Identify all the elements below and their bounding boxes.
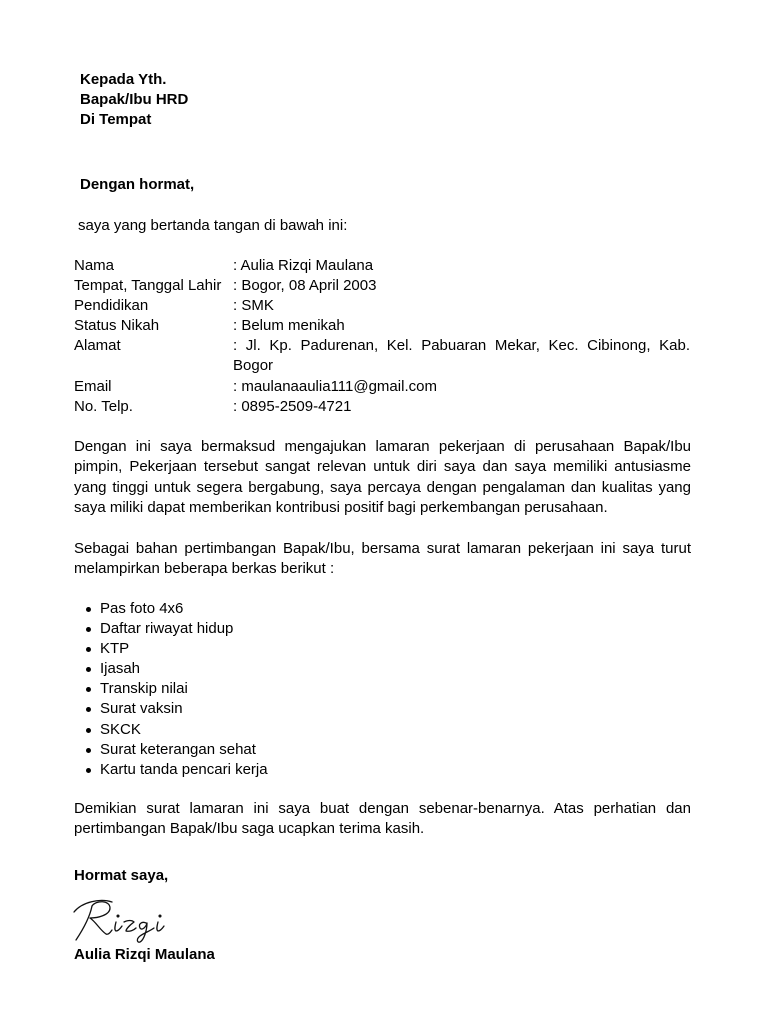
list-item	[74, 699, 268, 719]
address-label: Alamat	[74, 337, 121, 354]
bullet-icon	[86, 687, 91, 692]
email-label: Email	[74, 378, 112, 395]
list-item-label: KTP	[100, 640, 130, 658]
list-item-label: Kartu tanda pencari kerja	[100, 760, 268, 778]
list-item-label: SKCK	[100, 720, 141, 738]
list-item-label: Surat keterangan sehat	[100, 740, 256, 758]
list-item	[74, 639, 268, 659]
birth-value: : Bogor, 08 April 2003	[233, 277, 377, 294]
birth-label: Tempat, Tanggal Lahir	[74, 277, 222, 294]
list-item-label: Ijasah	[100, 660, 141, 678]
list-item	[74, 720, 268, 740]
list-item	[74, 599, 268, 619]
signer-name: Aulia Rizqi Maulana	[74, 946, 215, 963]
paragraph-attachments: Sebagai bahan pertimbangan Bapak/Ibu, bersama surat lamaran pekerjaan ini saya turut melampirkan beberapa berkas berikut :	[74, 540, 691, 578]
bullet-icon	[86, 748, 91, 753]
bullet-icon	[86, 627, 91, 632]
bullet-icon	[86, 667, 91, 672]
education-label: Pendidikan	[74, 297, 149, 314]
paragraph-closing: Demikian surat lamaran ini saya buat dengan sebenar-benarnya. Atas perhatian dan pertimbangan Bapak/Ibu saga ucapkan terima kasih.	[74, 800, 691, 838]
recipient-line-2: Bapak/Ibu HRD	[80, 91, 189, 108]
list-item	[74, 740, 268, 760]
email-value: : maulanaaulia111@gmail.com	[233, 378, 437, 395]
list-item	[74, 760, 268, 780]
phone-value: : 0895-2509-4721	[233, 398, 352, 415]
list-item-label: Pas foto 4x6	[100, 600, 184, 617]
name-value: : Aulia Rizqi Maulana	[233, 257, 374, 274]
name-label: Nama	[74, 257, 115, 274]
bullet-icon	[86, 728, 91, 733]
bullet-icon	[86, 768, 91, 773]
bullet-icon	[86, 607, 91, 612]
paragraph-intent: Dengan ini saya bermaksud mengajukan lamaran pekerjaan di perusahaan Bapak/Ibu pimpin, Pekerjaan tersebut sangat relevan untuk diri saya dan saya memiliki antusiasme yang tinggi untuk segera bergabung, saya percaya dengan pengalaman dan kualitas yang saya miliki dapat memberikan kontribusi positif bagi perkembangan perusahaan.	[74, 438, 691, 516]
recipient-line-3: Di Tempat	[80, 111, 152, 128]
education-value: : SMK	[233, 297, 274, 314]
recipient-line-1: Kepada Yth.	[80, 71, 167, 88]
list-item-label: Transkip nilai	[100, 680, 188, 698]
address-value: : Jl. Kp. Padurenan, Kel. Pabuaran Mekar, Kec. Cibinong, Kab. Bogor	[233, 337, 690, 375]
greeting: Dengan hormat,	[80, 176, 195, 193]
list-item	[74, 619, 268, 639]
bullet-icon	[86, 707, 91, 712]
attachment-list	[74, 599, 268, 780]
marital-label: Status Nikah	[74, 317, 160, 334]
list-item-label: Surat vaksin	[100, 700, 183, 718]
phone-label: No. Telp.	[74, 398, 133, 415]
list-item	[74, 679, 268, 699]
handwritten-signature	[70, 896, 190, 948]
regards-text: Hormat saya,	[74, 867, 169, 884]
intro-text: saya yang bertanda tangan di bawah ini:	[78, 217, 348, 234]
marital-value: : Belum menikah	[233, 317, 345, 334]
bullet-icon	[86, 647, 91, 652]
list-item	[74, 659, 268, 679]
list-item-label: Daftar riwayat hidup	[100, 620, 234, 638]
